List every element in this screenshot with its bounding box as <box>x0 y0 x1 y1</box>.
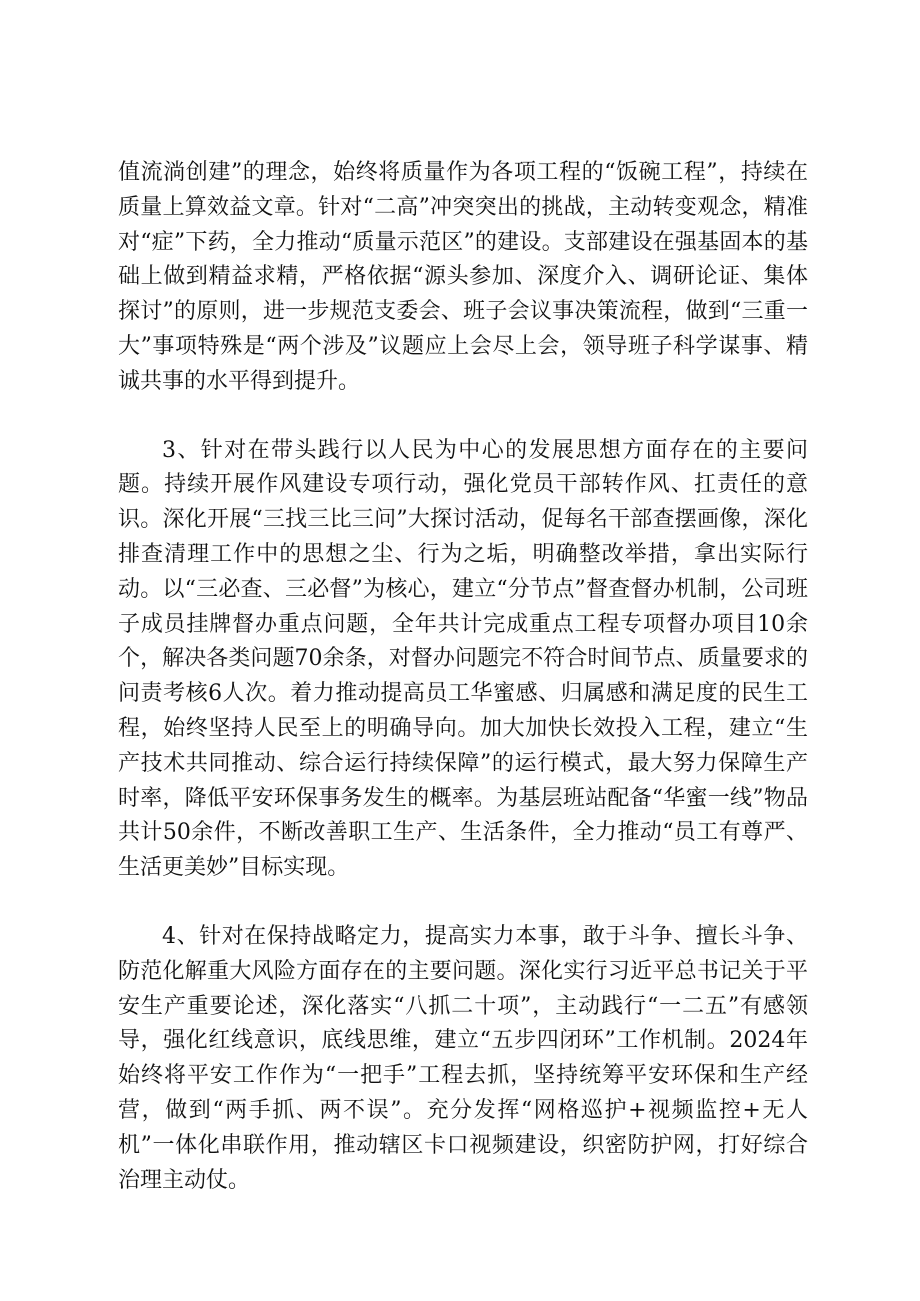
paragraph-item-3: 3、针对在带头践行以人民为中心的发展思想方面存在的主要问题。持续开展作风建设专项行动，强化党员干部转作风、扛责任的意识。深化开展“三找三比三问”大探讨活动，促每名干部查摆画像，深化排查清理工作中的思想之尘、行为之垢，明确整改举措，拿出实际行动。以“三必查、三必督”为核心，建立“分节点”督查督办机制，公司班子成员挂牌督办重点问题，全年共计完成重点工程专项督办项目10余个，解决各类问题70余条，对督办问题完不符合时间节点、质量要求的问责考核6人次。着力推动提高员工华蜜感、归属感和满足度的民生工程，始终坚持人民至上的明确导向。加大加快长效投入工程，建立“生产技术共同推动、综合运行持续保障”的运行模式，最大努力保障生产时率，降低平安环保事务发生的概率。为基层班站配备“华蜜一线”物品共计50余件，不断改善职工生产、生活条件，全力推动“员工有尊严、生活更美妙”目标实现。 <box>118 437 808 881</box>
paragraph-item-4: 4、针对在保持战略定力，提高实力本事，敢于斗争、擅长斗争、防范化解重大风险方面存在的主要问题。深化实行习近平总书记关于平安生产重要论述，深化落实“八抓二十项”，主动践行“一二五”有感领导，强化红线意识，底线思维，建立“五步四闭环”工作机制。2024年始终将平安工作作为“一把手”工程去抓，坚持统筹平安环保和生产经营，做到“两手抓、两不误”。充分发挥“网格巡护+视频监控+无人机”一体化串联作用，推动辖区卡口视频建设，织密防护网，打好综合治理主动仗。 <box>118 923 808 1193</box>
paragraph-continuation: 值流淌创建”的理念，始终将质量作为各项工程的“饭碗工程”，持续在质量上算效益文章。针对“二高”冲突突出的挑战，主动转变观念，精准对“症”下药，全力推动“质量示范区”的建设。支部建设在强基固本的基础上做到精益求精，严格依据“源头参加、深度介入、调研论证、集体探讨”的原则，进一步规范支委会、班子会议事决策流程，做到“三重一大”事项特殊是“两个涉及”议题应上会尽上会，领导班子科学谋事、精诚共事的水平得到提升。 <box>118 160 808 394</box>
paragraph-gap <box>118 400 808 434</box>
paragraph-gap <box>118 886 808 920</box>
document-body <box>118 156 808 1198</box>
